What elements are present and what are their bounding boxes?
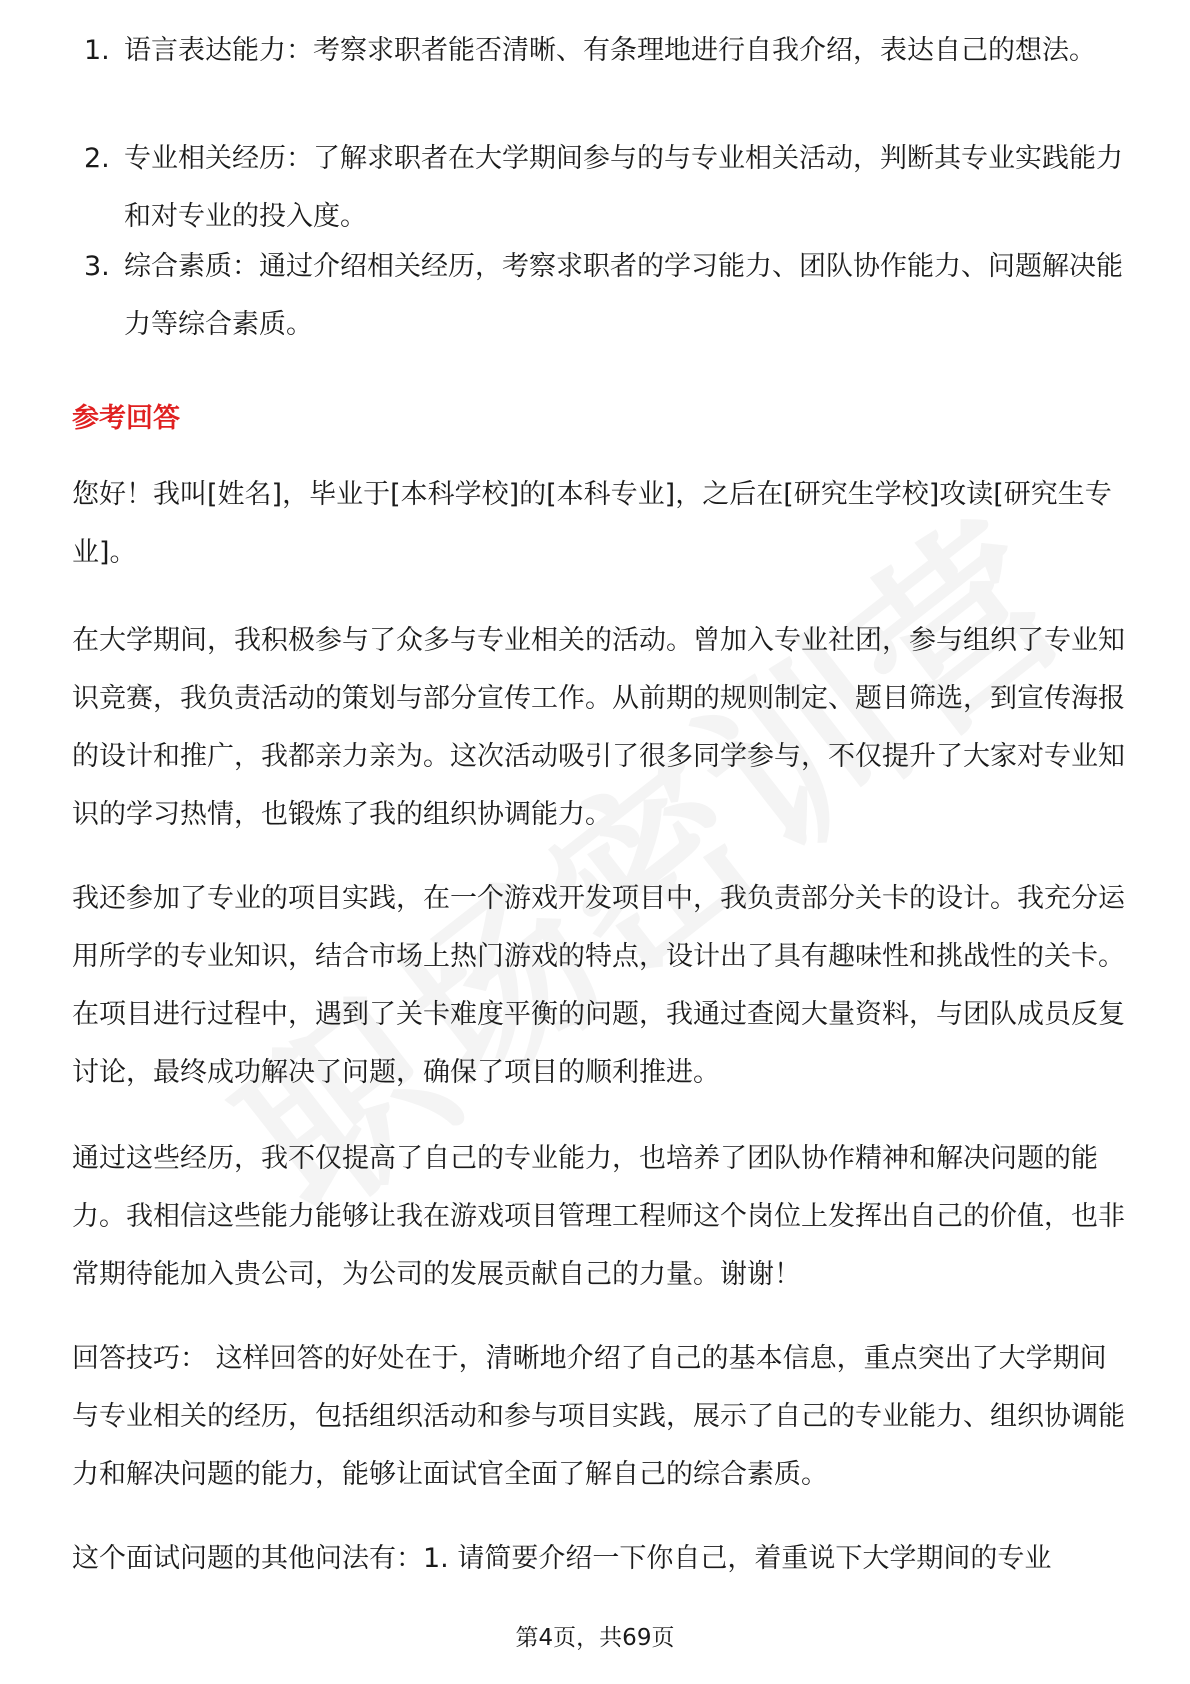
list-number: 3. <box>84 251 110 282</box>
list-text: 专业相关经历：了解求职者在大学期间参与的与专业相关活动，判断其专业实践能力和对专业的投入度。 <box>124 143 1123 232</box>
tips-paragraph: 回答技巧： 这样回答的好处在于，清晰地介绍了自己的基本信息，重点突出了大学期间与专业相关的经历，包括组织活动和参与项目实践，展示了自己的专业能力、组织协调能力和解决问题的能力，能够让面试官全面了解自己的综合素质。 <box>72 1343 1125 1490</box>
page-footer: 第4页，共69页 <box>515 1625 675 1651</box>
answer-paragraph: 您好！我叫[姓名]，毕业于[本科学校]的[本科专业]，之后在[研究生学校]攻读[研究生专业]。 <box>72 479 1112 568</box>
list-number: 1. <box>84 35 110 66</box>
list-text: 综合素质：通过介绍相关经历，考察求职者的学习能力、团队协作能力、问题解决能力等综合素质。 <box>124 251 1123 340</box>
section-heading: 参考回答 <box>72 403 180 434</box>
alternate-questions-paragraph: 这个面试问题的其他问法有：1. 请简要介绍一下你自己，着重说下大学期间的专业 <box>72 1543 1052 1574</box>
answer-paragraph: 我还参加了专业的项目实践，在一个游戏开发项目中，我负责部分关卡的设计。我充分运用所学的专业知识，结合市场上热门游戏的特点，设计出了具有趣味性和挑战性的关卡。在项目进行过程中，遇到了关卡难度平衡的问题，我通过查阅大量资料，与团队成员反复讨论，最终成功解决了问题，确保了项目的顺利推进。 <box>72 883 1125 1088</box>
answer-paragraph: 在大学期间，我积极参与了众多与专业相关的活动。曾加入专业社团，参与组织了专业知识竞赛，我负责活动的策划与部分宣传工作。从前期的规则制定、题目筛选，到宣传海报的设计和推广，我都亲力亲为。这次活动吸引了很多同学参与，不仅提升了大家对专业知识的学习热情，也锻炼了我的组织协调能力。 <box>72 625 1125 830</box>
list-number: 2. <box>84 143 110 174</box>
answer-paragraph: 通过这些经历，我不仅提高了自己的专业能力，也培养了团队协作精神和解决问题的能力。我相信这些能力能够让我在游戏项目管理工程师这个岗位上发挥出自己的价值，也非常期待能加入贵公司，为公司的发展贡献自己的力量。谢谢！ <box>72 1143 1125 1290</box>
list-text: 语言表达能力：考察求职者能否清晰、有条理地进行自我介绍，表达自己的想法。 <box>124 35 1096 66</box>
